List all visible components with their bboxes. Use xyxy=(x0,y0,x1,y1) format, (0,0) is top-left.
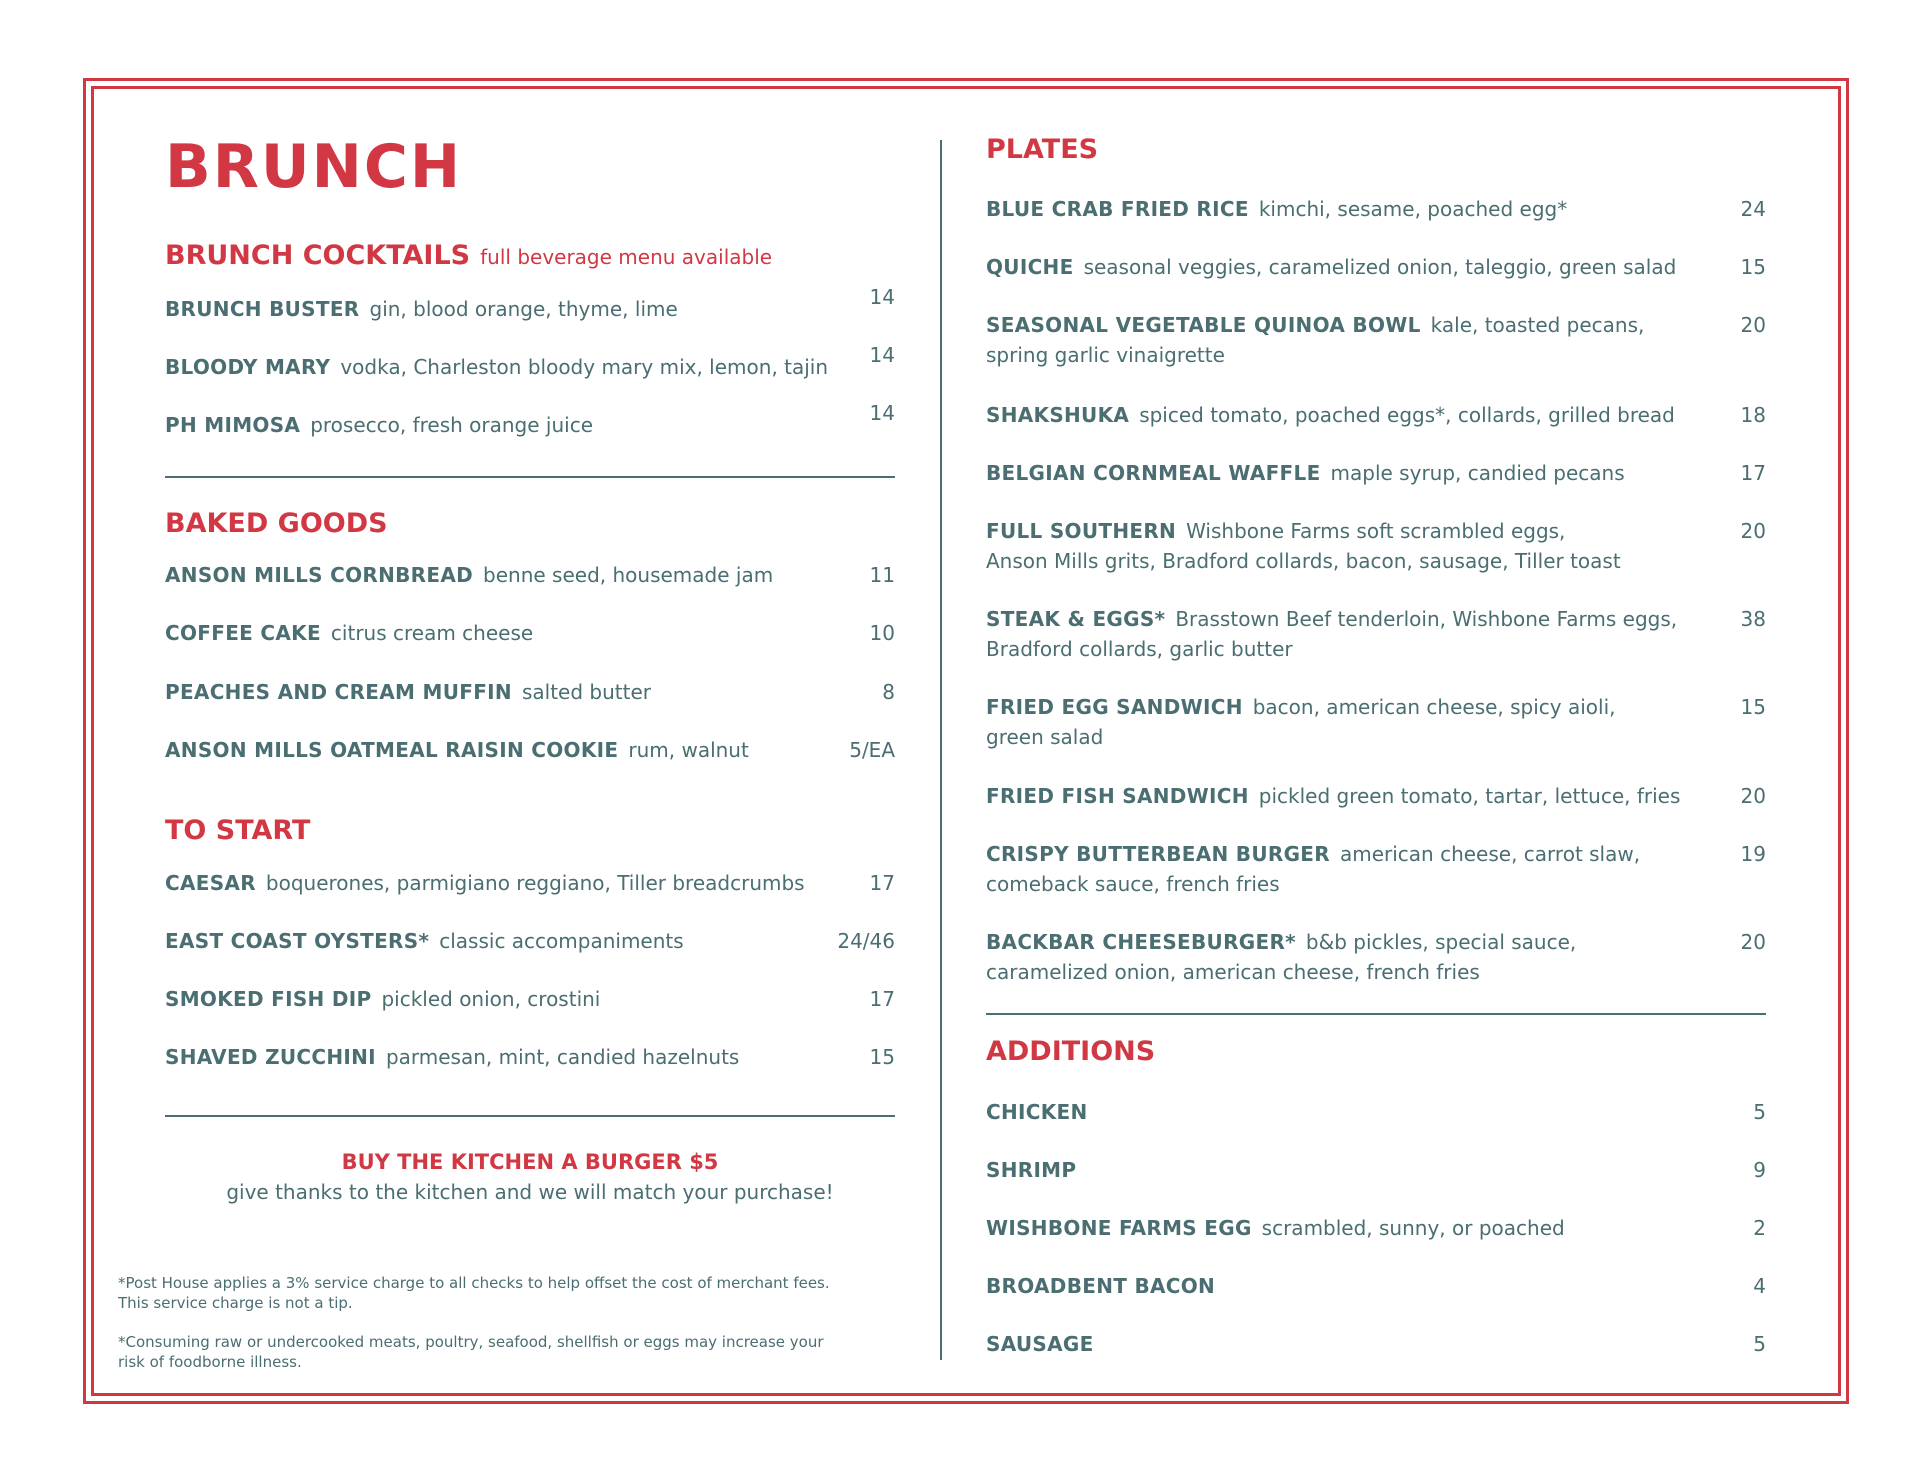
menu-item-name: QUICHE xyxy=(986,255,1074,279)
menu-item-name: COFFEE CAKE xyxy=(165,621,321,645)
menu-item-description: american cheese, carrot slaw, xyxy=(1339,842,1641,866)
menu-item-description: gin, blood orange, thyme, lime xyxy=(369,297,678,321)
menu-item-name: SHRIMP xyxy=(986,1158,1077,1182)
menu-item-price: 20 xyxy=(1740,519,1766,543)
menu-item-price: 14 xyxy=(869,285,895,309)
service-charge-note xyxy=(118,1273,830,1313)
menu-item-description: benne seed, housemade jam xyxy=(483,563,774,587)
menu-item-description: bacon, american cheese, spicy aioli, xyxy=(1252,695,1616,719)
menu-item-price: 14 xyxy=(869,401,895,425)
column-divider xyxy=(940,140,942,1360)
menu-item-description: Wishbone Farms soft scrambled eggs, xyxy=(1186,519,1566,543)
menu-item-price: 5 xyxy=(1753,1100,1766,1124)
menu-item-price: 17 xyxy=(1740,461,1766,485)
menu-item-price: 15 xyxy=(869,1045,895,1069)
baked-goods-heading: BAKED GOODS xyxy=(165,508,388,539)
menu-item-name: CHICKEN xyxy=(986,1100,1088,1124)
menu-item-description: parmesan, mint, candied hazelnuts xyxy=(385,1045,740,1069)
section-divider xyxy=(165,1115,895,1117)
menu-item-name: FULL SOUTHERN xyxy=(986,519,1177,543)
menu-item-price: 38 xyxy=(1740,607,1766,631)
section-divider xyxy=(165,476,895,478)
menu-item-description: citrus cream cheese xyxy=(330,621,534,645)
menu-item-description: salted butter xyxy=(521,680,651,704)
menu-item-price: 14 xyxy=(869,343,895,367)
additions-heading: ADDITIONS xyxy=(986,1036,1156,1067)
cocktails-heading-text: BRUNCH COCKTAILS xyxy=(165,240,471,271)
raw-food-line-1: *Consuming raw or undercooked meats, poultry, seafood, shellfish or eggs may increase your xyxy=(118,1333,824,1351)
menu-item-price: 17 xyxy=(869,871,895,895)
menu-item-price: 9 xyxy=(1753,1158,1766,1182)
menu-item-price: 19 xyxy=(1740,842,1766,866)
menu-item-description: kimchi, sesame, poached egg* xyxy=(1258,197,1568,221)
menu-item-name: STEAK & EGGS* xyxy=(986,607,1166,631)
menu-item-name: BROADBENT BACON xyxy=(986,1274,1216,1298)
raw-food-line-2: risk of foodborne illness. xyxy=(118,1353,302,1371)
menu-item-name: SEASONAL VEGETABLE QUINOA BOWL xyxy=(986,313,1421,337)
menu-item-name: BLUE CRAB FRIED RICE xyxy=(986,197,1249,221)
menu-item-name: SAUSAGE xyxy=(986,1332,1094,1356)
menu-item-price: 15 xyxy=(1740,255,1766,279)
menu-item-name: ANSON MILLS OATMEAL RAISIN COOKIE xyxy=(165,738,619,762)
plates-heading: PLATES xyxy=(986,134,1099,165)
menu-item-description-cont: caramelized onion, american cheese, french fries xyxy=(986,960,1480,984)
menu-item-description-cont: green salad xyxy=(986,725,1104,749)
menu-item-price: 10 xyxy=(869,621,895,645)
menu-item-name: BELGIAN CORNMEAL WAFFLE xyxy=(986,461,1321,485)
menu-item-name: EAST COAST OYSTERS* xyxy=(165,929,430,953)
menu-item-price: 15 xyxy=(1740,695,1766,719)
cocktails-note: full beverage menu available xyxy=(480,245,773,269)
menu-item-price: 17 xyxy=(869,987,895,1011)
menu-item-price: 20 xyxy=(1740,784,1766,808)
menu-item-description: pickled green tomato, tartar, lettuce, fries xyxy=(1258,784,1681,808)
cocktails-heading xyxy=(165,240,772,271)
menu-item-name: WISHBONE FARMS EGG xyxy=(986,1216,1252,1240)
menu-item-price: 4 xyxy=(1753,1274,1766,1298)
menu-item-name: PH MIMOSA xyxy=(165,413,301,437)
menu-item-description-cont: spring garlic vinaigrette xyxy=(986,343,1225,367)
service-charge-line-1: *Post House applies a 3% service charge to all checks to help offset the cost of merchant fees. xyxy=(118,1274,830,1292)
menu-item-price: 20 xyxy=(1740,930,1766,954)
promo-title: BUY THE KITCHEN A BURGER $5 xyxy=(341,1150,719,1174)
menu-item-price: 8 xyxy=(882,680,895,704)
menu-item-description: boquerones, parmigiano reggiano, Tiller breadcrumbs xyxy=(265,871,805,895)
menu-item-name: BLOODY MARY xyxy=(165,355,331,379)
menu-item-price: 5/EA xyxy=(849,738,895,762)
menu-item-description: rum, walnut xyxy=(628,738,749,762)
menu-item-description: maple syrup, candied pecans xyxy=(1330,461,1625,485)
menu-item-description: b&b pickles, special sauce, xyxy=(1305,930,1577,954)
menu-title: BRUNCH xyxy=(165,132,463,202)
menu-item-name: FRIED EGG SANDWICH xyxy=(986,695,1243,719)
service-charge-line-2: This service charge is not a tip. xyxy=(118,1294,353,1312)
promo-text: give thanks to the kitchen and we will match your purchase! xyxy=(226,1180,834,1204)
menu-item-price: 5 xyxy=(1753,1332,1766,1356)
section-divider xyxy=(986,1013,1766,1015)
menu-item-description: spiced tomato, poached eggs*, collards, grilled bread xyxy=(1139,403,1675,427)
menu-item-price: 24 xyxy=(1740,197,1766,221)
menu-item-name: SHAKSHUKA xyxy=(986,403,1130,427)
menu-item-name: BACKBAR CHEESEBURGER* xyxy=(986,930,1296,954)
to-start-heading: TO START xyxy=(165,815,311,846)
menu-item-description: seasonal veggies, caramelized onion, taleggio, green salad xyxy=(1083,255,1677,279)
menu-item-price: 2 xyxy=(1753,1216,1766,1240)
menu-item-description-cont: comeback sauce, french fries xyxy=(986,872,1280,896)
menu-item-description-cont: Anson Mills grits, Bradford collards, bacon, sausage, Tiller toast xyxy=(986,549,1621,573)
menu-item-description: vodka, Charleston bloody mary mix, lemon, tajin xyxy=(340,355,829,379)
raw-food-warning xyxy=(118,1332,824,1372)
menu-item-name: ANSON MILLS CORNBREAD xyxy=(165,563,474,587)
menu-item-price: 24/46 xyxy=(837,929,895,953)
menu-item-name: CRISPY BUTTERBEAN BURGER xyxy=(986,842,1330,866)
menu-item-price: 20 xyxy=(1740,313,1766,337)
menu-item-name: CAESAR xyxy=(165,871,256,895)
menu-item-description: kale, toasted pecans, xyxy=(1430,313,1645,337)
menu-item-price: 18 xyxy=(1740,403,1766,427)
menu-item-price: 11 xyxy=(869,563,895,587)
menu-item-description: pickled onion, crostini xyxy=(381,987,601,1011)
menu-item-name: BRUNCH BUSTER xyxy=(165,297,360,321)
menu-item-description: prosecco, fresh orange juice xyxy=(310,413,594,437)
menu-item-description-cont: Bradford collards, garlic butter xyxy=(986,637,1293,661)
menu-item-description: scrambled, sunny, or poached xyxy=(1261,1216,1565,1240)
menu-item-description: classic accompaniments xyxy=(439,929,684,953)
menu-item-name: FRIED FISH SANDWICH xyxy=(986,784,1249,808)
menu-item-name: SHAVED ZUCCHINI xyxy=(165,1045,376,1069)
menu-item-name: SMOKED FISH DIP xyxy=(165,987,372,1011)
menu-item-name: PEACHES AND CREAM MUFFIN xyxy=(165,680,512,704)
menu-item-description: Brasstown Beef tenderloin, Wishbone Farms eggs, xyxy=(1175,607,1678,631)
